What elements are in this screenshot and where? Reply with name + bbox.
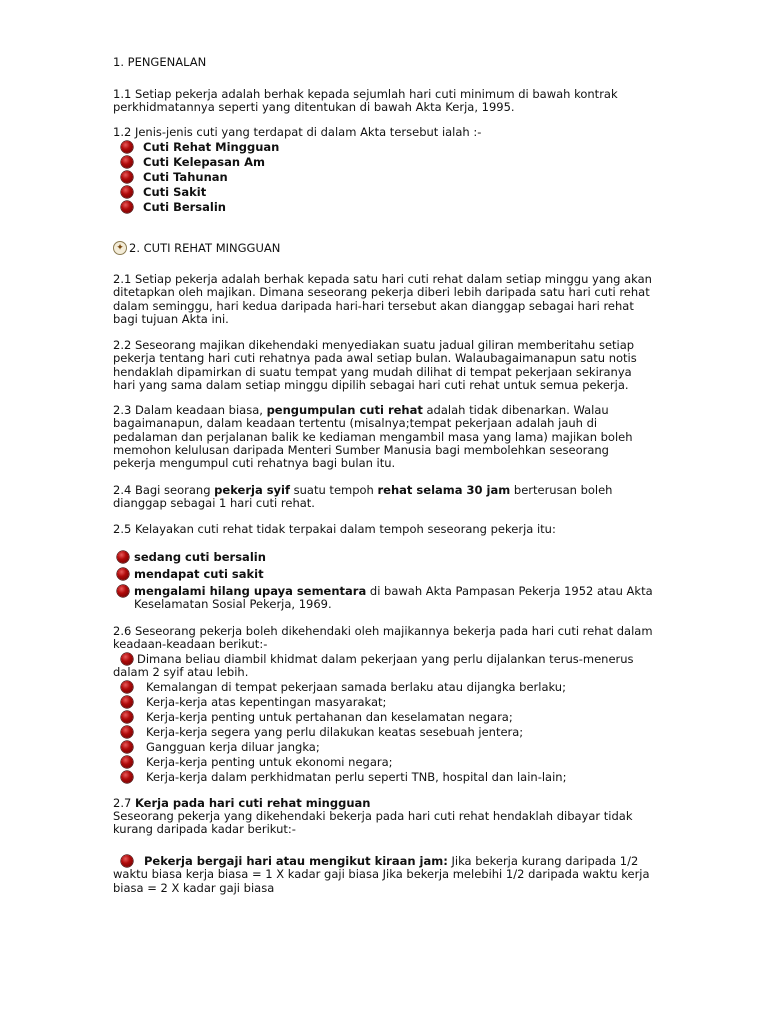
red-bullet-icon xyxy=(121,653,133,665)
red-bullet-icon xyxy=(121,681,133,693)
red-bullet-icon xyxy=(121,726,133,738)
paragraph-2-7: Seseorang pekerja yang dikehendaki bekerja pada hari cuti rehat hendaklah dibayar tidak kurang daripada kadar berikut:- xyxy=(113,809,633,837)
paragraph-2-7-heading: 2.7 Kerja pada hari cuti rehat mingguan xyxy=(113,796,371,810)
paragraph-2-6: 2.6 Seseorang pekerja boleh dikehendaki oleh majikannya bekerja pada hari cuti rehat dalam keadaan-keadaan berikut:- xyxy=(113,624,653,652)
list-item-label: Cuti Kelepasan Am xyxy=(143,155,265,169)
red-bullet-icon xyxy=(121,186,133,198)
list-item-label: Kerja-kerja penting untuk pertahanan dan keselamatan negara; xyxy=(146,710,513,724)
list-item-label: Cuti Bersalin xyxy=(143,200,226,214)
paragraph-2-5: 2.5 Kelayakan cuti rehat tidak terpakai dalam tempoh seseorang pekerja itu: xyxy=(113,522,556,536)
list-item-label: Kerja-kerja atas kepentingan masyarakat; xyxy=(146,695,387,709)
red-bullet-icon xyxy=(121,855,133,867)
list-item xyxy=(113,653,653,680)
red-bullet-icon xyxy=(121,711,133,723)
red-bullet-icon xyxy=(117,585,129,597)
list-item-label: mendapat cuti sakit xyxy=(134,567,264,581)
list-item-label: Kerja-kerja penting untuk ekonomi negara; xyxy=(146,755,393,769)
paragraph-2-4: 2.4 Bagi seorang pekerja syif suatu tempoh rehat selama 30 jam berterusan boleh dianggap sebagai 1 hari cuti rehat. xyxy=(113,483,613,511)
section-2-heading: 2. CUTI REHAT MINGGUAN xyxy=(129,241,281,255)
list-item-label: Kerja-kerja dalam perkhidmatan perlu seperti TNB, hospital dan lain-lain; xyxy=(146,770,567,784)
red-bullet-icon xyxy=(121,141,133,153)
red-bullet-icon xyxy=(121,741,133,753)
red-bullet-icon xyxy=(121,201,133,213)
paragraph-2-3: 2.3 Dalam keadaan biasa, pengumpulan cuti rehat adalah tidak dibenarkan. Walau bagaimanapun, dalam keadaan tertentu (misalnya;tempat pekerjaan adalah jauh di pedalaman dan perjalanan balik ke kediaman mengambil masa yang lama) majikan boleh memohon kelulusan daripada Menteri Sumber Manusia bagi membolehkan seseorang pekerja mengumpul cuti rehatnya bagi bulan itu. xyxy=(113,403,633,471)
list-item-label: mengalami hilang upaya sementara di bawah Akta Pampasan Pekerja 1952 atau Akta Keselamatan Sosial Pekerja, 1969. xyxy=(134,584,653,612)
paragraph-1-2: 1.2 Jenis-jenis cuti yang terdapat di dalam Akta tersebut ialah :- xyxy=(113,125,482,139)
paragraph-1-1: 1.1 Setiap pekerja adalah berhak kepada sejumlah hari cuti minimum di bawah kontrak perkhidmatannya seperti yang ditentukan di bawah Akta Kerja, 1995. xyxy=(113,87,618,115)
list-item-label: Kemalangan di tempat pekerjaan samada berlaku atau dijangka berlaku; xyxy=(146,680,566,694)
paragraph-2-1: 2.1 Setiap pekerja adalah berhak kepada satu hari cuti rehat dalam setiap minggu yang akan ditetapkan oleh majikan. Dimana seseorang pekerja diberi lebih daripada satu hari cuti rehat dalam seminggu, hari kedua daripada hari-hari tersebut akan dianggap sebagai hari rehat bagi tujuan Akta ini. xyxy=(113,272,652,326)
red-bullet-icon xyxy=(121,171,133,183)
list-item-label: Pekerja bergaji hari atau mengikut kiraan jam: Jika bekerja kurang daripada 1/2 waktu biasa kerja biasa = 1 X kadar gaji biasa Jika bekerja melebihi 1/2 daripada waktu kerja biasa = 2 X kadar gaji biasa xyxy=(113,854,650,895)
ornament-icon: ✦ xyxy=(113,241,127,255)
red-bullet-icon xyxy=(121,756,133,768)
list-item-label: Cuti Sakit xyxy=(143,185,207,199)
list-item-label: Dimana beliau diambil khidmat dalam pekerjaan yang perlu dijalankan terus-menerus dalam 2 syif atau lebih. xyxy=(113,652,634,680)
list-item-label: Cuti Tahunan xyxy=(143,170,228,184)
list-item xyxy=(113,855,653,895)
red-bullet-icon xyxy=(121,771,133,783)
section-1-heading: 1. PENGENALAN xyxy=(113,55,207,69)
red-bullet-icon xyxy=(117,568,129,580)
red-bullet-icon xyxy=(121,696,133,708)
list-item-label: Gangguan kerja diluar jangka; xyxy=(146,740,320,754)
list-item-label: Kerja-kerja segera yang perlu dilakukan keatas sesebuah jentera; xyxy=(146,725,524,739)
list-item-label: sedang cuti bersalin xyxy=(134,550,266,564)
red-bullet-icon xyxy=(121,156,133,168)
paragraph-2-2: 2.2 Seseorang majikan dikehendaki menyediakan suatu jadual giliran memberitahu setiap pekerja tentang hari cuti rehatnya pada awal setiap bulan. Walaubagaimanapun satu notis hendaklah dipamirkan di suatu tempat yang mudah dilihat di tempat pekerjaan sekiranya hari yang sama dalam setiap minggu dipilih sebagai hari cuti rehat untuk semua pekerja. xyxy=(113,338,637,392)
list-item-label: Cuti Rehat Mingguan xyxy=(143,140,280,154)
red-bullet-icon xyxy=(117,551,129,563)
